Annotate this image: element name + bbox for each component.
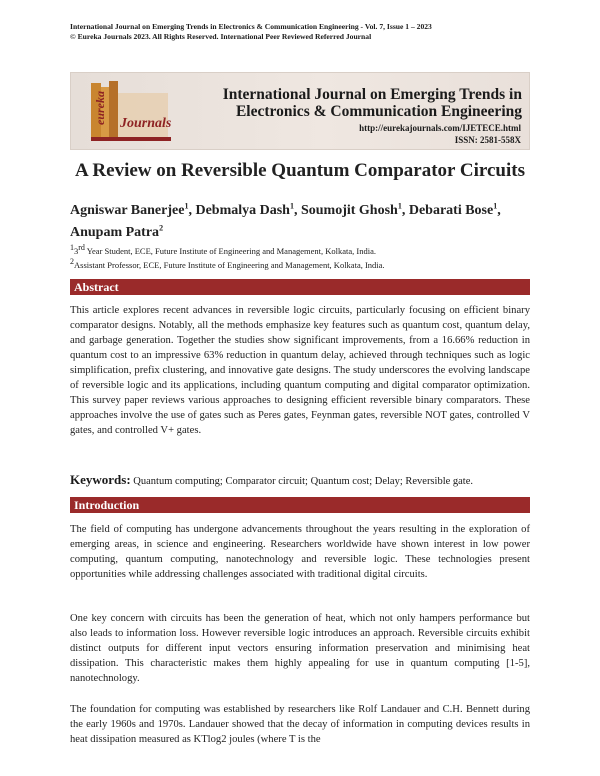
keywords-line <box>70 472 530 488</box>
journal-banner <box>70 72 530 150</box>
affiliation-1: $^1$3rd Year Student, ECE, Future Institute of Engineering and Management, Kolkata, India. <box>70 243 376 256</box>
logo-word-large: Journals <box>120 116 172 131</box>
author-4: Debarati Bose$^1$, <box>408 201 501 218</box>
author-1: Agniswar Banerjee$^1$, <box>70 201 196 218</box>
journal-url-link[interactable]: http://eurekajournals.com/IJETECE.html <box>359 123 521 133</box>
journal-issn: ISSN: 2581-558X <box>454 135 521 145</box>
keywords-label: Keywords: <box>70 472 131 487</box>
intro-paragraph-3: The foundation for computing was established by researchers like Rolf Landauer and C.H. Bennett during the early 1960s and 1970s. Landauer showed that the decay of information in computing devices results in heat dissipation measured as KTlog2 joules (where T is the <box>70 704 530 745</box>
intro-paragraph-2: One key concern with circuits has been the generation of heat, which not only hampers performance but also leads to information loss. However reversible logic introduces an approach. Reversible circuits exhibit distinct outputs for different input vectors ensuring information preservation and minimising heat dissipation. This characteristic makes them highly appealing for use in quantum computing [1-5], nanotechnology. <box>70 613 530 684</box>
abstract-heading: Abstract <box>70 279 530 295</box>
banner-title-line2: Electronics & Communication Engineering <box>235 103 522 120</box>
author-5: Anupam Patra$^2$ <box>70 223 164 241</box>
intro-paragraph-1: The field of computing has undergone advancements throughout the years resulting in the exploration of emerging areas, in science and engineering. Researchers worldwide have shown interest in low power computing, quantum computing, nanotechnology and reversible logic. These technologies present opportunities while addressing challenges associated with traditional digital circuits. <box>70 524 530 580</box>
introduction-heading: Introduction <box>70 497 530 513</box>
logo-word-small: eureka <box>93 91 107 125</box>
running-header-line2: © Eureka Journals 2023. All Rights Reserved. International Peer Reviewed Referred Journal <box>70 32 372 41</box>
running-header <box>70 22 540 42</box>
author-2: Debmalya Dash$^1$, <box>195 201 301 218</box>
eureka-journals-logo <box>87 77 175 145</box>
banner-journal-title <box>217 86 522 120</box>
abstract-text: This article explores recent advances in reversible logic circuits, particularly focusing on efficient binary comparator designs. Notably, all the methods emphasize key features such as quantum cost, quantum delay, and garbage generation. Together the studies show significant improvements, from a 16.66% reduction in quantum cost to an impressive 63% reduction in quantum delay, achieved through techniques such as logic simplification, prefix clustering, and innovative gate designs. The study underscores the evolving landscape of reversible logic and its applications, including quantum computing and digital comparator optimization. This survey paper reviews various approaches to designing efficient reversible binary comparators. These approaches involve the use of gates such as Peres gates, Feynman gates, reversible NOT gates, controlled V gates, and controlled V+ gates. <box>70 305 530 436</box>
author-3: Soumojit Ghosh$^1$, <box>300 201 409 218</box>
keywords-text: Quantum computing; Comparator circuit; Quantum cost; Delay; Reversible gate. <box>133 476 474 487</box>
affiliation-2: $^2$Assistant Professor, ECE, Future Institute of Engineering and Management, Kolkata, India. <box>70 257 385 270</box>
banner-title-line1: International Journal on Emerging Trends in <box>222 86 522 103</box>
author-list <box>70 197 530 242</box>
paper-title: A Review on Reversible Quantum Comparator Circuits <box>75 160 525 181</box>
running-header-line1: International Journal on Emerging Trends in Electronics & Communication Engineering - Vol. 7, Issue 1 – 2023 <box>70 22 432 31</box>
